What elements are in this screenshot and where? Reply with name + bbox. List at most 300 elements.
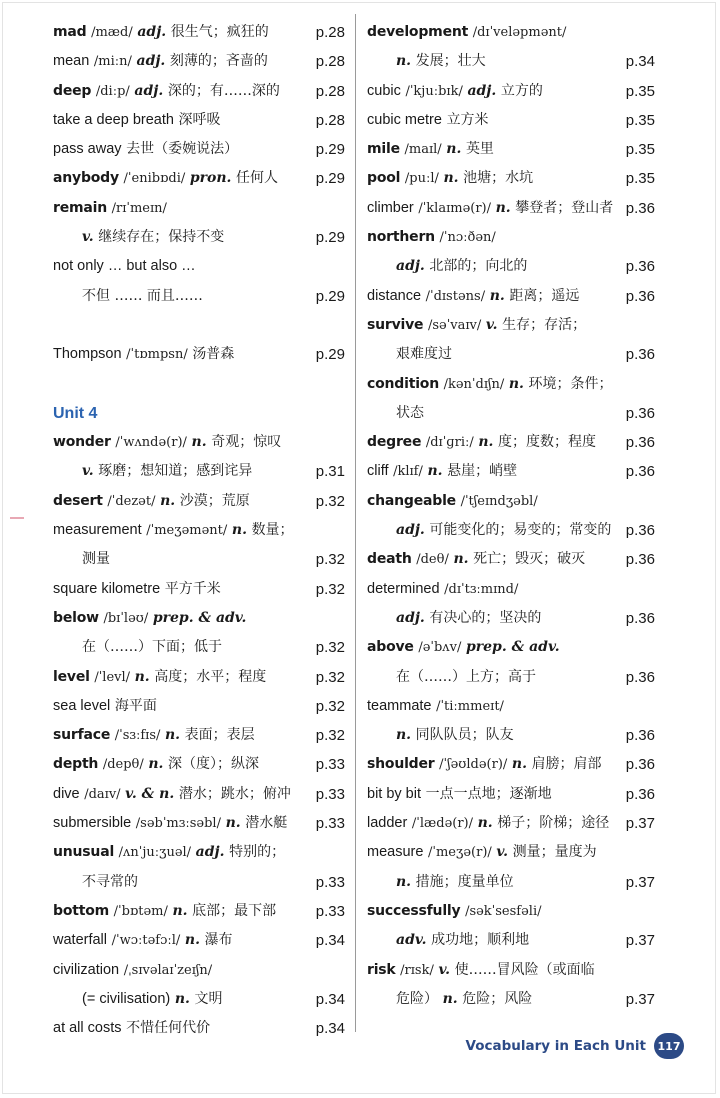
entry-text <box>367 926 529 955</box>
margin-mark <box>10 516 24 520</box>
entry-text <box>53 106 221 135</box>
page-reference: p.37 <box>625 873 655 891</box>
page-reference: p.36 <box>625 551 655 569</box>
headword: climber <box>367 199 414 216</box>
headword: death <box>367 551 412 568</box>
vocab-line <box>53 604 345 633</box>
vocab-line <box>53 721 345 750</box>
page-reference: p.33 <box>315 902 345 920</box>
vocab-line <box>367 750 655 779</box>
entry-text <box>367 223 496 252</box>
page-number-badge: 117 <box>654 1033 684 1059</box>
part-of-speech: adj. <box>396 258 425 275</box>
vocab-line <box>367 545 655 574</box>
headword: at all costs <box>53 1020 122 1037</box>
chinese-meaning: 瀑布 <box>204 932 233 949</box>
entry-text <box>53 692 157 721</box>
page-reference: p.35 <box>625 82 655 100</box>
headword: condition <box>367 375 439 392</box>
chinese-meaning: 汤普森 <box>192 346 235 363</box>
chinese-meaning: 发展；壮大 <box>415 53 486 70</box>
chinese-meaning: 在（……）下面；低于 <box>82 639 222 656</box>
entry-text <box>367 663 536 692</box>
headword: above <box>367 639 414 656</box>
vocab-line <box>53 194 345 223</box>
part-of-speech: n. <box>396 727 412 744</box>
chinese-meaning: 悬崖；峭壁 <box>447 463 518 480</box>
phonetic: /bɪˈləʊ/ <box>103 610 149 626</box>
vocab-line <box>367 77 655 106</box>
entry-text <box>367 809 609 838</box>
chinese-meaning: 潜水；跳水；俯冲 <box>178 785 291 802</box>
headword: mile <box>367 141 400 158</box>
entry-text <box>367 399 424 428</box>
phonetic: /rɪsk/ <box>400 962 434 978</box>
chinese-meaning: 攀登者；登山者 <box>515 199 614 216</box>
part-of-speech: n. <box>508 375 524 392</box>
page-reference: p.32 <box>315 697 345 715</box>
page-reference: p.32 <box>315 668 345 686</box>
vocab-line <box>367 457 655 486</box>
entry-text <box>53 663 266 692</box>
entry-text <box>53 838 285 867</box>
page-reference: p.32 <box>315 551 345 569</box>
headword: mean <box>53 53 90 70</box>
chinese-meaning: 艰难度过 <box>396 346 452 363</box>
entry-text <box>53 545 110 574</box>
vocab-line <box>53 457 345 486</box>
entry-text <box>367 135 494 164</box>
phonetic: /ˈmeʒə(r)/ <box>428 845 492 861</box>
vocab-line <box>367 282 655 311</box>
chinese-meaning: 可能变化的；易变的；常变的 <box>429 522 612 539</box>
vocab-line <box>367 897 655 926</box>
phonetic: /deθ/ <box>416 552 449 568</box>
vocab-line <box>53 780 345 809</box>
phonetic: /ˈsɜːfɪs/ <box>114 728 161 744</box>
vocab-line <box>367 926 655 955</box>
part-of-speech: n. <box>134 668 150 685</box>
part-of-speech: pron. <box>189 170 232 187</box>
vocab-line <box>53 516 345 545</box>
headword: cliff <box>367 463 389 480</box>
vocab-line <box>53 633 345 662</box>
entry-text <box>367 868 514 897</box>
phonetic: /ˈlevl/ <box>94 669 131 685</box>
part-of-speech: adj. <box>195 844 225 861</box>
chinese-meaning: 深（度）；纵深 <box>168 756 260 773</box>
entry-text <box>53 926 233 955</box>
chinese-meaning: 文明 <box>194 990 223 1007</box>
part-of-speech: n. <box>165 727 181 744</box>
page-reference: p.32 <box>315 639 345 657</box>
vocab-line <box>367 868 655 897</box>
entry-text <box>367 47 486 76</box>
page-reference: p.28 <box>315 111 345 129</box>
part-of-speech: n. <box>477 815 493 832</box>
chinese-meaning: 任何人 <box>236 170 279 187</box>
page-reference: p.36 <box>625 609 655 627</box>
headword: risk <box>367 961 396 978</box>
entry-text <box>367 750 602 779</box>
vocab-line <box>53 956 345 985</box>
chinese-meaning: 梯子；阶梯；途径 <box>497 815 610 832</box>
headword: cubic <box>367 82 401 99</box>
phonetic: /ʌnˈjuːʒuəl/ <box>118 845 192 861</box>
headword: unusual <box>53 844 115 861</box>
vocab-line <box>53 282 345 311</box>
part-of-speech: n. <box>495 199 511 216</box>
headword: (= civilisation) <box>82 990 171 1007</box>
headword: submersible <box>53 815 132 832</box>
entry-text <box>53 633 222 662</box>
headword: square kilometre <box>53 580 161 597</box>
vocab-line <box>367 516 655 545</box>
vocab-line <box>367 780 655 809</box>
vocab-line <box>53 926 345 955</box>
headword: civilization <box>53 961 120 978</box>
phonetic: /ˈwɔːtəfɔːl/ <box>111 933 181 949</box>
entry-text <box>53 428 281 457</box>
phonetic: /ˈtiːmmeɪt/ <box>436 698 504 714</box>
vocab-line <box>367 223 655 252</box>
part-of-speech: n. <box>174 990 190 1007</box>
page-reference: p.31 <box>315 463 345 481</box>
part-of-speech: n. <box>427 463 443 480</box>
phonetic: /ˈbɒtəm/ <box>113 903 168 919</box>
chinese-meaning: 池塘；水坑 <box>463 170 534 187</box>
vocab-line <box>367 838 655 867</box>
vocab-line <box>367 663 655 692</box>
vocab-line <box>367 47 655 76</box>
entry-text <box>53 809 287 838</box>
headword: successfully <box>367 902 461 919</box>
chinese-meaning: 状态 <box>396 404 424 421</box>
headword: teammate <box>367 697 432 714</box>
vocab-line <box>53 487 345 516</box>
entry-text <box>367 18 566 47</box>
page-reference: p.36 <box>625 522 655 540</box>
chinese-meaning: 英里 <box>465 141 494 158</box>
vocab-line <box>367 956 655 985</box>
vocab-line <box>367 370 655 399</box>
entry-text <box>53 516 294 545</box>
chinese-meaning: 成功地；顺利地 <box>431 932 530 949</box>
part-of-speech: n. <box>511 756 527 773</box>
phonetic: /puːl/ <box>404 171 439 187</box>
chinese-meaning: 去世（委婉说法） <box>126 141 239 158</box>
vocab-line <box>53 575 345 604</box>
chinese-meaning: 措施；度量单位 <box>415 873 514 890</box>
vocab-line <box>367 487 655 516</box>
entry-text <box>53 77 280 106</box>
part-of-speech: adj. <box>136 53 166 70</box>
vocab-line <box>367 18 655 47</box>
vocab-line <box>53 252 345 281</box>
chinese-meaning: 琢磨；想知道；感到诧异 <box>98 463 253 480</box>
phonetic: /ˈklaɪmə(r)/ <box>418 200 491 216</box>
blank-line <box>53 370 345 399</box>
part-of-speech: n. <box>396 873 412 890</box>
entry-text <box>367 340 452 369</box>
entry-text <box>367 721 514 750</box>
part-of-speech: v. <box>438 961 451 978</box>
entry-text <box>367 194 613 223</box>
entry-text <box>53 956 212 985</box>
entry-text <box>367 252 527 281</box>
headword: waterfall <box>53 932 107 949</box>
headword: wonder <box>53 434 111 451</box>
headword: cubic metre <box>367 111 442 128</box>
headword: survive <box>367 316 424 333</box>
footer-title: Vocabulary in Each Unit <box>465 1038 646 1054</box>
part-of-speech: n. <box>478 434 494 451</box>
entry-text <box>53 135 238 164</box>
entry-text <box>367 897 542 926</box>
headword: measure <box>367 844 424 861</box>
vocab-line <box>53 545 345 574</box>
page-reference: p.29 <box>315 287 345 305</box>
page-reference: p.32 <box>315 492 345 510</box>
page-footer <box>465 1032 684 1060</box>
page-reference: p.36 <box>625 785 655 803</box>
entry-text <box>53 1014 210 1043</box>
chinese-meaning: 同队队员；队友 <box>415 727 514 744</box>
headword: northern <box>367 229 435 246</box>
phonetic: /əˈbʌv/ <box>418 640 462 656</box>
headword: not only … but also … <box>53 258 196 275</box>
chinese-meaning: 沙漠；荒原 <box>179 492 250 509</box>
phonetic: /dɪˈveləpmənt/ <box>472 25 567 40</box>
entry-text <box>367 457 517 486</box>
headword: desert <box>53 492 103 509</box>
headword: distance <box>367 287 422 304</box>
chinese-meaning: 数量； <box>251 522 294 539</box>
page-reference: p.36 <box>625 668 655 686</box>
page-reference: p.34 <box>315 1020 345 1038</box>
entry-text <box>367 604 541 633</box>
page-reference: p.37 <box>625 990 655 1008</box>
chinese-meaning: 高度；水平；程度 <box>154 668 267 685</box>
entry-text <box>367 487 538 516</box>
chinese-meaning: 在（……）上方；高于 <box>396 668 536 685</box>
vocab-line <box>367 721 655 750</box>
vocab-line <box>53 164 345 193</box>
part-of-speech: n. <box>442 990 458 1007</box>
chinese-meaning: 底部；最下部 <box>192 902 277 919</box>
headword: ladder <box>367 815 408 832</box>
vocab-line <box>53 223 345 252</box>
headword: level <box>53 668 90 685</box>
page-reference: p.28 <box>315 53 345 71</box>
page-reference: p.28 <box>315 24 345 41</box>
vocab-line <box>367 692 655 721</box>
phonetic: /ˈdɪstəns/ <box>425 288 486 304</box>
page-reference: p.29 <box>315 141 345 159</box>
entry-text <box>53 282 203 311</box>
vocab-line <box>53 868 345 897</box>
phonetic: /rɪˈmeɪn/ <box>111 200 167 216</box>
phonetic: /klɪf/ <box>393 464 423 480</box>
page-reference: p.36 <box>625 756 655 774</box>
unit-heading: Unit 4 <box>53 404 98 422</box>
chinese-meaning: 海平面 <box>114 697 157 714</box>
vocab-line <box>367 985 655 1014</box>
entry-text <box>367 164 533 193</box>
vocab-line <box>367 135 655 164</box>
phonetic: /miːn/ <box>93 54 132 70</box>
part-of-speech: adj. <box>467 82 497 99</box>
part-of-speech: n. <box>489 287 505 304</box>
chinese-meaning: 危险；风险 <box>462 990 533 1007</box>
page-reference: p.33 <box>315 815 345 833</box>
part-of-speech: n. <box>225 815 241 832</box>
entry-text <box>53 985 223 1014</box>
entry-text <box>53 575 221 604</box>
phonetic: /kənˈdɪʃn/ <box>443 376 505 392</box>
phonetic: /dɪˈtɜːmɪnd/ <box>444 581 519 597</box>
part-of-speech: n. <box>396 53 412 70</box>
part-of-speech: adv. <box>396 932 427 949</box>
headword: determined <box>367 580 440 597</box>
headword: take a deep breath <box>53 111 174 128</box>
page-reference: p.36 <box>625 258 655 276</box>
chinese-meaning: 北部的；向北的 <box>429 258 528 275</box>
chinese-meaning: 立方的 <box>500 82 543 99</box>
vocab-line <box>367 604 655 633</box>
entry-text <box>53 18 269 47</box>
page-reference: p.35 <box>625 111 655 129</box>
entry-text <box>53 750 259 779</box>
headword: anybody <box>53 170 119 187</box>
page-reference: p.29 <box>315 346 345 364</box>
vocab-line <box>367 399 655 428</box>
page-reference: p.34 <box>625 53 655 71</box>
chinese-meaning: 测量；量度为 <box>512 844 597 861</box>
part-of-speech: v. & n. <box>125 785 175 802</box>
phonetic: /səbˈmɜːsəbl/ <box>135 816 221 832</box>
part-of-speech: n. <box>231 522 247 539</box>
page-reference: p.29 <box>315 229 345 247</box>
chinese-meaning: 深呼吸 <box>178 111 221 128</box>
entry-text <box>53 868 138 897</box>
page-reference: p.36 <box>625 463 655 481</box>
entry-text <box>367 692 504 721</box>
part-of-speech: n. <box>191 434 207 451</box>
chinese-meaning: 奇观；惊叹 <box>211 434 282 451</box>
phonetic: /ˈdezət/ <box>107 493 156 509</box>
entry-text <box>53 721 255 750</box>
entry-text <box>367 77 543 106</box>
phonetic: /ˈenibɒdi/ <box>123 171 186 187</box>
entry-text <box>367 838 597 867</box>
phonetic: /ˈtɒmpsn/ <box>126 347 188 363</box>
vocab-line <box>367 311 655 340</box>
entry-text <box>53 194 167 223</box>
vocab-line <box>53 428 345 457</box>
page-reference: p.37 <box>625 932 655 950</box>
entry-text <box>367 985 532 1014</box>
vocab-line <box>53 1014 345 1043</box>
entry-text <box>367 516 611 545</box>
phonetic: /ˈwʌndə(r)/ <box>115 435 187 451</box>
headword: pass away <box>53 141 122 158</box>
vocab-line <box>53 106 345 135</box>
chinese-meaning: 立方米 <box>446 111 489 128</box>
part-of-speech: v. <box>82 463 94 480</box>
entry-text <box>367 282 579 311</box>
headword: below <box>53 609 99 626</box>
headword: changeable <box>367 492 456 509</box>
vocab-line <box>53 750 345 779</box>
phonetic: /ˌsɪvəlaɪˈzeɪʃn/ <box>123 962 213 978</box>
chinese-meaning: 不寻常的 <box>82 873 138 890</box>
vocab-line <box>367 252 655 281</box>
entry-text <box>53 223 224 252</box>
vocab-line <box>53 897 345 926</box>
column-divider <box>355 14 356 1032</box>
page-reference: p.36 <box>625 287 655 305</box>
vocab-line <box>367 428 655 457</box>
headword: sea level <box>53 697 111 714</box>
chinese-meaning: 测量 <box>82 551 110 568</box>
phonetic: /ˈkjuːbɪk/ <box>405 83 463 99</box>
chinese-meaning: 距离；遥远 <box>509 287 580 304</box>
entry-text <box>367 633 560 662</box>
chinese-meaning: 潜水艇 <box>245 815 288 832</box>
entry-text <box>53 164 278 193</box>
page-reference: p.35 <box>625 141 655 159</box>
vocab-line <box>53 838 345 867</box>
page-reference: p.33 <box>315 873 345 891</box>
part-of-speech: n. <box>453 551 469 568</box>
phonetic: /səkˈsesfəli/ <box>465 903 542 919</box>
part-of-speech: n. <box>184 932 200 949</box>
page-reference: p.34 <box>315 990 345 1008</box>
vocab-line <box>53 809 345 838</box>
vocab-line <box>367 809 655 838</box>
blank-line <box>53 311 345 340</box>
phonetic: /ˈmeʒəmənt/ <box>146 523 228 539</box>
entry-text <box>367 575 518 604</box>
entry-text <box>53 252 196 281</box>
part-of-speech: adj. <box>396 522 425 539</box>
chinese-meaning: 刻薄的；吝啬的 <box>169 53 268 70</box>
vocab-line <box>367 575 655 604</box>
chinese-meaning: 使……冒风险（或面临 <box>454 961 595 978</box>
chinese-meaning: 环境；条件； <box>528 375 613 392</box>
page-reference: p.33 <box>315 785 345 803</box>
headword: measurement <box>53 522 142 539</box>
chinese-meaning: 平方千米 <box>164 580 221 597</box>
page-reference: p.37 <box>625 815 655 833</box>
page-reference: p.32 <box>315 580 345 598</box>
phonetic: /dɪˈɡriː/ <box>425 435 474 451</box>
chinese-meaning: 不惜任何代价 <box>126 1020 211 1037</box>
headword: surface <box>53 727 111 744</box>
phonetic: /səˈvaɪv/ <box>427 317 482 333</box>
chinese-meaning: 死亡；毁灭；破灭 <box>473 551 586 568</box>
vocab-line <box>53 340 345 369</box>
entry-text <box>53 457 252 486</box>
vocab-line <box>53 985 345 1014</box>
vocab-line <box>367 340 655 369</box>
page-reference: p.35 <box>625 170 655 188</box>
phonetic: /ˈtʃeɪndʒəbl/ <box>460 493 538 509</box>
chinese-meaning: 特别的； <box>229 844 286 861</box>
part-of-speech: adj. <box>134 82 164 99</box>
entry-text <box>367 370 613 399</box>
